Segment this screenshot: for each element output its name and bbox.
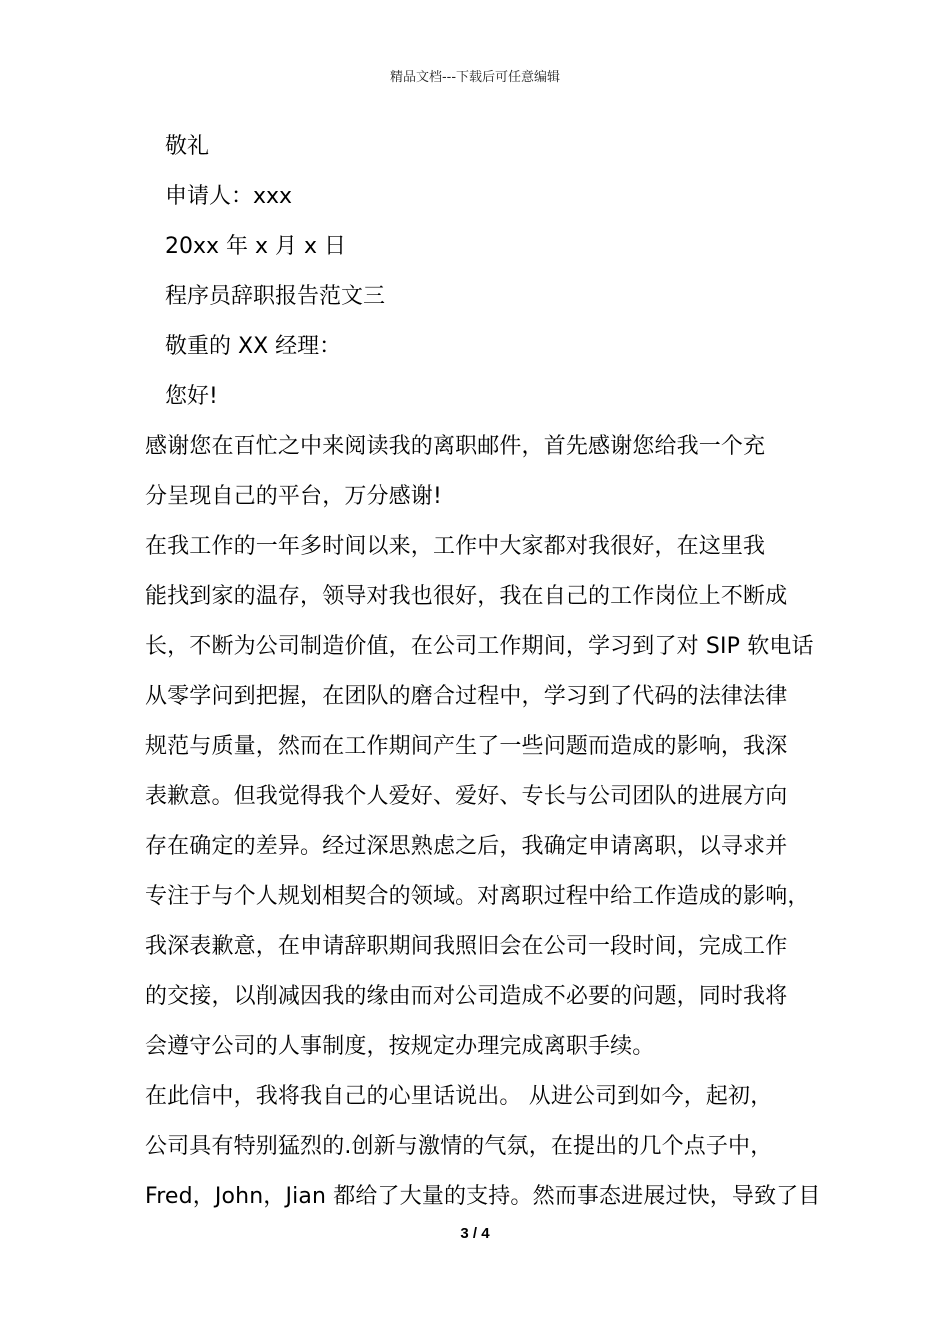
paragraph-line: 从零学问到把握，在团队的磨合过程中，学习到了代码的法律法律 [145, 684, 788, 709]
paragraph-line: 专注于与个人规划相契合的领域。对离职过程中给工作造成的影响， [145, 884, 810, 909]
paragraph-line: 感谢您在百忙之中来阅读我的离职邮件，首先感谢您给我一个充 [145, 434, 766, 459]
date-line: 20xx 年 x 月 x 日 [165, 234, 347, 259]
paragraph-line: 会遵守公司的人事制度，按规定办理完成离职手续。 [145, 1034, 655, 1059]
paragraph-line: 在我工作的一年多时间以来，工作中大家都对我很好，在这里我 [145, 534, 766, 559]
paragraph-line: 存在确定的差异。经过深思熟虑之后，我确定申请离职，以寻求并 [145, 834, 788, 859]
paragraph-line: 规范与质量，然而在工作期间产生了一些问题而造成的影响，我深 [145, 734, 788, 759]
document-header-note: 精品文档---下载后可任意编辑 [389, 70, 561, 85]
page-number: 3 / 4 [460, 1225, 490, 1242]
paragraph-line: Fred，John，Jian 都给了大量的支持。然而事态进展过快，导致了目 [145, 1184, 821, 1209]
paragraph-line: 长，不断为公司制造价值，在公司工作期间，学习到了对 SIP 软电话 [145, 634, 814, 659]
paragraph-line: 能找到家的温存，领导对我也很好，我在自己的工作岗位上不断成 [145, 584, 788, 609]
paragraph-line: 我深表歉意，在申请辞职期间我照旧会在公司一段时间，完成工作 [145, 934, 788, 959]
paragraph-line: 公司具有特别猛烈的.创新与激情的气氛，在提出的几个点子中， [145, 1134, 773, 1159]
applicant-line: 申请人：xxx [165, 184, 293, 209]
closing-salutation: 敬礼 [165, 134, 210, 159]
section-title: 程序员辞职报告范文三 [165, 284, 386, 309]
paragraph-line: 的交接，以削减因我的缘由而对公司造成不必要的问题，同时我将 [145, 984, 788, 1009]
paragraph-line: 在此信中，我将我自己的心里话说出。 从进公司到如今，起初， [145, 1084, 773, 1109]
paragraph-line: 分呈现自己的平台，万分感谢! [145, 484, 442, 509]
recipient-greeting: 敬重的 XX 经理： [165, 334, 342, 359]
paragraph-line: 表歉意。但我觉得我个人爱好、爱好、专长与公司团队的进展方向 [145, 784, 788, 809]
hello-line: 您好! [165, 384, 218, 409]
